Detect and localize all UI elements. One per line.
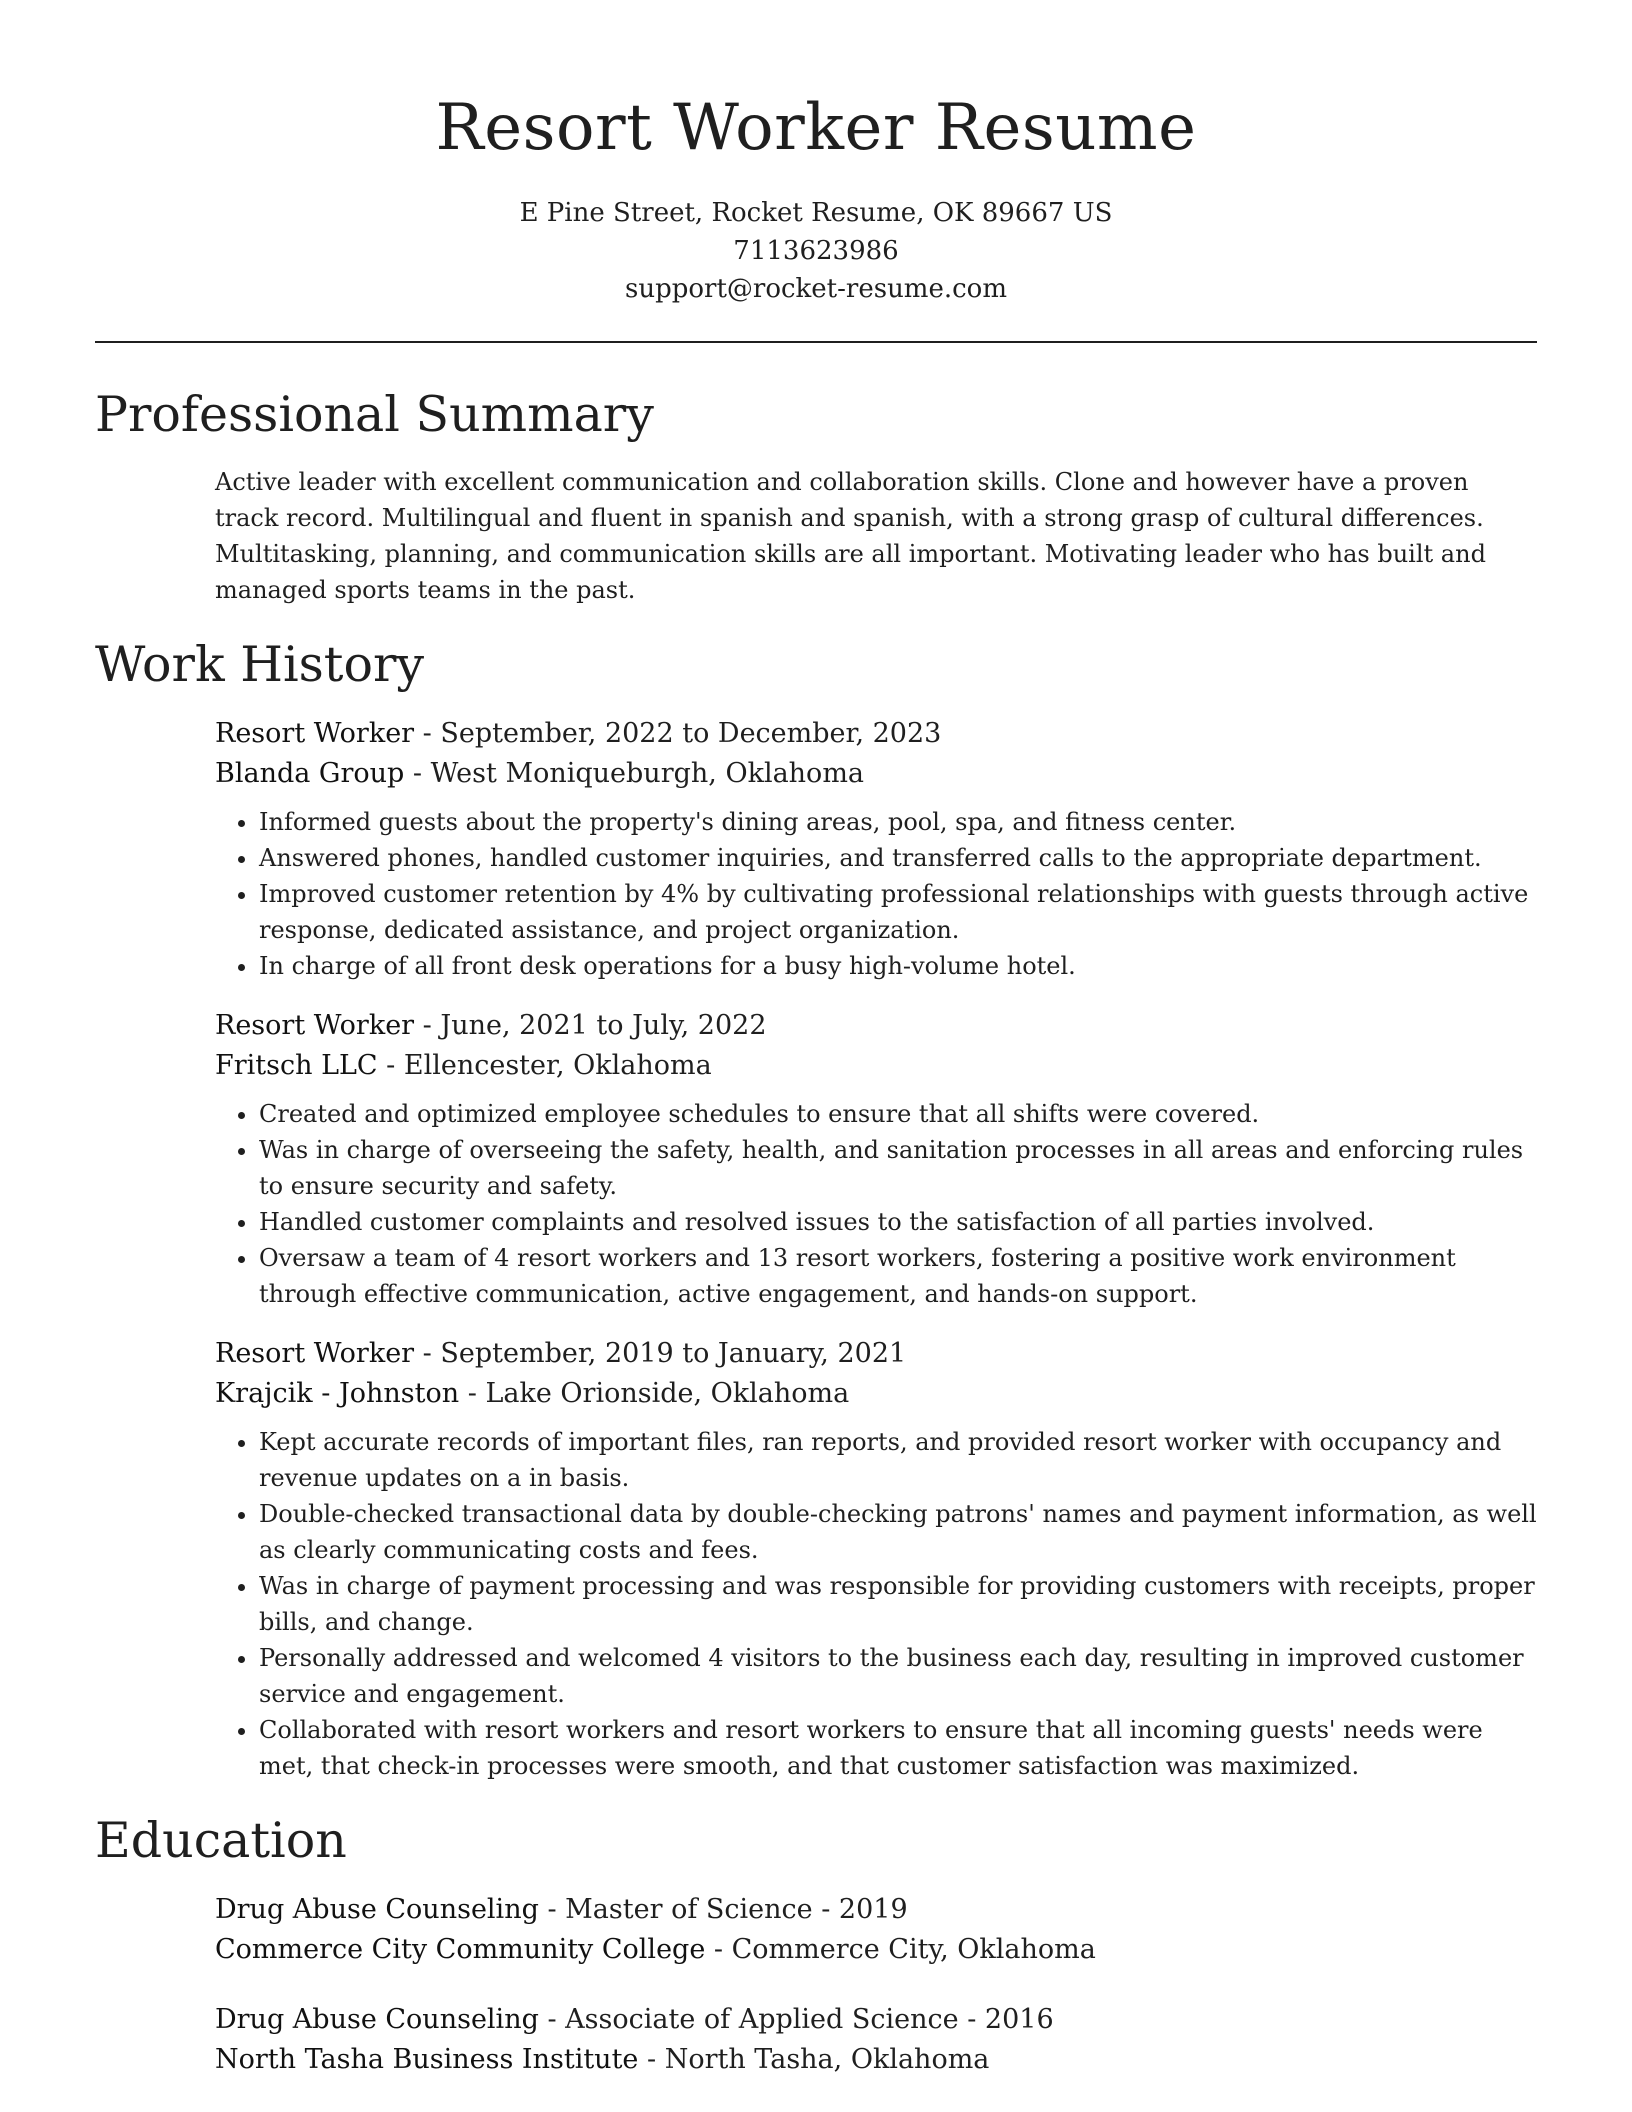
- job-title-line: [215, 1006, 1537, 1046]
- job-title-line: [215, 714, 1537, 754]
- education-school-line: [215, 2040, 1537, 2080]
- job-bullet: • Oversaw a team of 4 resort workers and 13 resort workers, fostering a positive work environment through effective communication, active engagement, and hands-on support.: [259, 1240, 1537, 1312]
- education-field: Drug Abuse Counseling: [215, 1894, 539, 1925]
- education-school-line: [215, 1930, 1537, 1970]
- job-bullet: • Informed guests about the property's dining areas, pool, spa, and fitness center.: [259, 804, 1537, 840]
- job-title-line: [215, 1334, 1537, 1374]
- job-company: Blanda Group: [215, 758, 405, 789]
- summary-heading: Professional Summary: [95, 386, 654, 443]
- job-bullet: • Created and optimized employee schedules to ensure that all shifts were covered.: [259, 1096, 1537, 1132]
- job-company: Krajcik - Johnston: [215, 1378, 460, 1409]
- job-entry: [215, 714, 1537, 984]
- phone-number: 7113623986: [733, 236, 899, 266]
- job-entry: [215, 1334, 1537, 1784]
- job-position: Resort Worker: [215, 718, 415, 749]
- job-bullet: • In charge of all front desk operations for a busy high-volume hotel.: [259, 948, 1537, 984]
- education-location: - Commerce City, Oklahoma: [705, 1934, 1096, 1965]
- job-location: - West Moniqueburgh, Oklahoma: [404, 758, 865, 789]
- education-entry: [215, 2000, 1537, 2080]
- job-company-line: [215, 1046, 1537, 1086]
- job-bullet: • Collaborated with resort workers and resort workers to ensure that all incoming guests' needs were met, that check-in processes were smooth, and that customer satisfaction was maximized.: [259, 1712, 1537, 1784]
- education-entry: [215, 1890, 1537, 1970]
- education-school: Commerce City Community College: [215, 1934, 706, 1965]
- job-position: Resort Worker: [215, 1010, 415, 1041]
- header-divider: [95, 341, 1537, 343]
- job-company-line: [215, 1374, 1537, 1414]
- job-bullets: [215, 1424, 1537, 1784]
- job-dates: - September, 2019 to January, 2021: [414, 1338, 907, 1369]
- education-degree-line: [215, 2000, 1537, 2040]
- job-bullet: • Kept accurate records of important files, ran reports, and provided resort worker with occupancy and revenue updates on a in basis.: [259, 1424, 1537, 1496]
- address: E Pine Street, Rocket Resume, OK 89667 US: [519, 198, 1113, 228]
- contact-info: [95, 194, 1537, 308]
- education-field: Drug Abuse Counseling: [215, 2004, 539, 2035]
- resume-body: [95, 380, 1537, 2080]
- job-bullet: • Personally addressed and welcomed 4 visitors to the business each day, resulting in improved customer service and engagement.: [259, 1640, 1537, 1712]
- job-bullets: [215, 804, 1537, 984]
- job-location: - Ellencester, Oklahoma: [377, 1050, 712, 1081]
- education-degree-year: - Associate of Applied Science - 2016: [538, 2004, 1054, 2035]
- email-address: support@rocket-resume.com: [624, 274, 1007, 304]
- resume-title: Resort Worker Resume: [435, 91, 1197, 165]
- job-bullet: • Was in charge of overseeing the safety, health, and sanitation processes in all areas and enforcing rules to ensure security and safety.: [259, 1132, 1537, 1204]
- job-bullet: • Was in charge of payment processing and was responsible for providing customers with receipts, proper bills, and change.: [259, 1568, 1537, 1640]
- job-bullets: [215, 1096, 1537, 1312]
- job-bullet: • Answered phones, handled customer inquiries, and transferred calls to the appropriate department.: [259, 840, 1537, 876]
- job-bullet: • Double-checked transactional data by double-checking patrons' names and payment information, as well as clearly communicating costs and fees.: [259, 1496, 1537, 1568]
- job-company: Fritsch LLC: [215, 1050, 378, 1081]
- education-degree-line: [215, 1890, 1537, 1930]
- job-location: - Lake Orionside, Oklahoma: [459, 1378, 850, 1409]
- job-dates: - September, 2022 to December, 2023: [414, 718, 942, 749]
- education-heading: Education: [95, 1812, 347, 1869]
- education-degree-year: - Master of Science - 2019: [538, 1894, 908, 1925]
- resume-header: [95, 80, 1537, 308]
- work-history-list: [215, 714, 1537, 1784]
- job-bullet: • Improved customer retention by 4% by cultivating professional relationships with guests through active response, dedicated assistance, and project organization.: [259, 876, 1537, 948]
- education-list: [215, 1890, 1537, 2080]
- job-position: Resort Worker: [215, 1338, 415, 1369]
- work-history-heading: Work History: [95, 636, 425, 693]
- job-bullet: • Handled customer complaints and resolved issues to the satisfaction of all parties involved.: [259, 1204, 1537, 1240]
- job-company-line: [215, 754, 1537, 794]
- job-entry: [215, 1006, 1537, 1312]
- summary-text: Active leader with excellent communication and collaboration skills. Clone and however have a proven track record. Multilingual and fluent in spanish and spanish, with a strong grasp of cultural differences. Multitasking, planning, and communication skills are all important. Motivating leader who has built and managed sports teams in the past.: [215, 468, 1486, 604]
- education-location: - North Tasha, Oklahoma: [638, 2044, 990, 2075]
- education-school: North Tasha Business Institute: [215, 2044, 639, 2075]
- job-dates: - June, 2021 to July, 2022: [414, 1010, 767, 1041]
